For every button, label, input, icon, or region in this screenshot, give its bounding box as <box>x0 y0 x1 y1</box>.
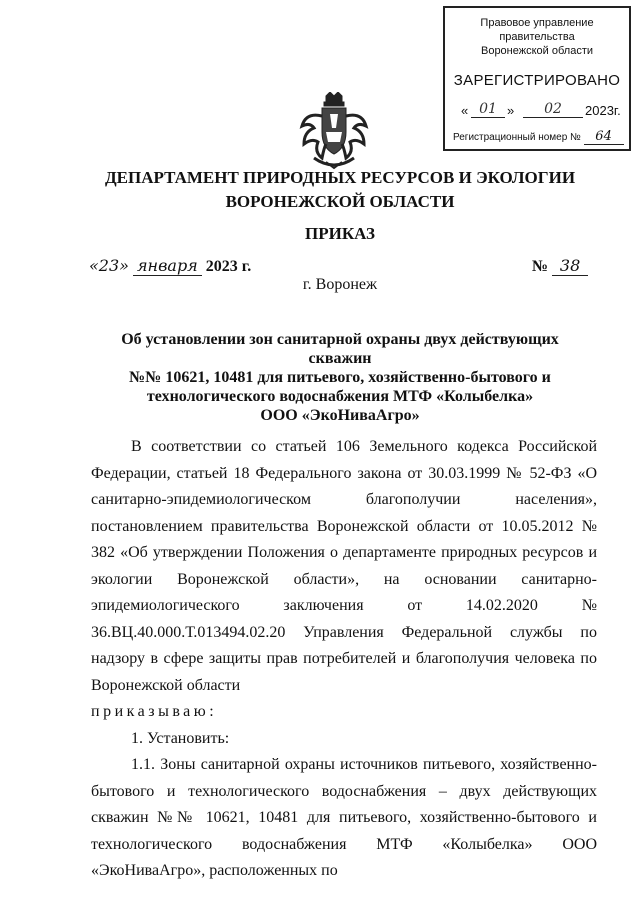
stamp-org-line2: Воронежской области <box>480 45 593 57</box>
order-subject <box>90 330 590 425</box>
stamp-reg-number: 64 <box>584 129 624 145</box>
department-line1: ДЕПАРТАМЕНТ ПРИРОДНЫХ РЕСУРСОВ И ЭКОЛОГИИ <box>104 168 576 187</box>
stamp-org-line1: Правовое управление правительства <box>480 17 594 43</box>
order-date-month: января <box>133 256 202 276</box>
coat-of-arms-icon <box>296 92 372 176</box>
subject-line4: ООО «ЭкоНиваАгро» <box>260 407 420 424</box>
stamp-month: 02 <box>523 101 583 118</box>
item-1: 1. Установить: <box>131 729 230 747</box>
registration-stamp <box>443 6 631 151</box>
stamp-date <box>445 99 629 125</box>
order-body <box>91 434 597 885</box>
subject-line2: №№ 10621, 10481 для питьевого, хозяйственно-бытового и <box>129 369 551 386</box>
stamp-reg-number-label: Регистрационный номер № <box>453 132 581 143</box>
order-number <box>532 256 588 276</box>
order-date <box>89 256 251 276</box>
order-date-quote-close: » <box>119 256 129 275</box>
stamp-registered: ЗАРЕГИСТРИРОВАНО <box>453 72 621 89</box>
order-date-quote-open: « <box>89 256 99 275</box>
item-1-1: 1.1. Зоны санитарной охраны источников питьевого, хозяйственно-бытового и технологического водоснабжения – двух действующих скважин №№ 10621, 10481 для питьевого, хозяйственно-бытового и технологического водоснабжения МТФ «Колыбелка» ООО «ЭкоНиваАгро», расположенных по <box>91 756 597 879</box>
order-number-value: 38 <box>552 256 588 276</box>
stamp-quote-open: « <box>461 103 469 118</box>
stamp-reg-number-row <box>445 129 629 149</box>
order-city: г. Воронеж <box>302 276 378 293</box>
stamp-year: 2023г. <box>585 103 621 118</box>
order-date-day: 23 <box>98 256 120 275</box>
stamp-quote-close: » <box>507 103 515 118</box>
department-name <box>60 166 620 214</box>
subject-line1: Об установлении зон санитарной охраны двух действующих скважин <box>121 331 559 367</box>
stamp-day: 01 <box>471 101 505 118</box>
order-date-year: 2023 г. <box>205 258 252 275</box>
subject-line3: технологического водоснабжения МТФ «Колыбелка» <box>146 388 534 405</box>
preamble-paragraph: В соответствии со статьей 106 Земельного кодекса Российской Федерации, статьей 18 Федерального закона от 30.03.1999 № 52-ФЗ «О санитарно-эпидемиологическом благополучии населения», постановлением правительства Воронежской области от 10.05.2012 № 382 «Об утверждении Положения о департаменте природных ресурсов и экологии Воронежской области», на основании санитарно-эпидемиологического заключения от 14.02.2020 № 36.ВЦ.40.000.Т.013494.02.20 Управления Федеральной службы по надзору в сфере защиты прав потребителей и благополучия человека по Воронежской области <box>91 438 597 694</box>
decree-word: приказываю: <box>91 703 218 720</box>
department-line2: ВОРОНЕЖСКОЙ ОБЛАСТИ <box>225 192 455 211</box>
order-number-label: № <box>532 258 549 275</box>
document-type: ПРИКАЗ <box>305 224 375 243</box>
